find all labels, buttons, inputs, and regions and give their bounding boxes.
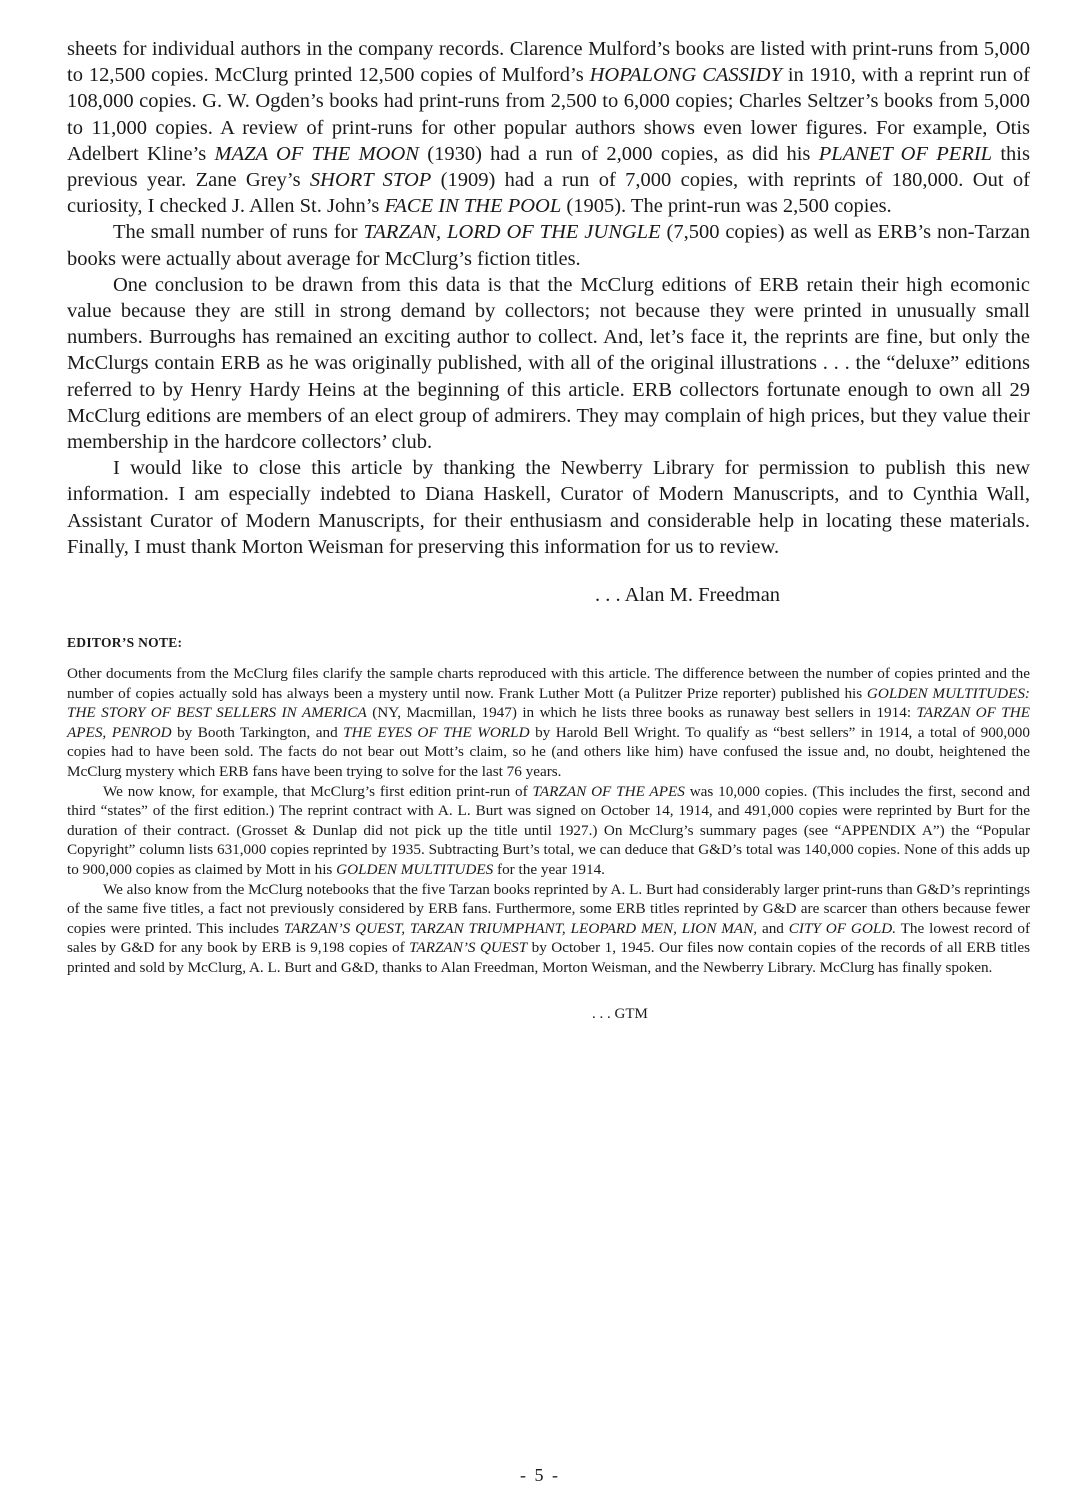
book-title: SHORT STOP xyxy=(309,169,432,192)
book-title: FACE IN THE POOL xyxy=(384,195,562,218)
author-signature: . . . Alan M. Freedman xyxy=(595,584,781,607)
editors-note-heading: EDITOR’S NOTE: xyxy=(67,635,183,651)
editors-note-paragraph: We also know from the McClurg notebooks that the five Tarzan books reprinted by A. L. Burt had considerably larger print-runs than G&D’s reprintings of the same five titles, a fact not previously considered by ERB fans. Furthermore, some ERB titles reprinted by G&D are scarcer than others because fewer copies were printed. This includes TARZAN’S QUEST, TARZAN TRIUMPHANT, LEOPARD MEN, LION MAN, and CITY OF GOLD. The lowest record of sales by G&D for any book by ERB is 9,198 copies of TARZAN’S QUEST by October 1, 1945. Our files now contain copies of the records of all ERB titles printed and sold by McClurg, A. L. Burt and G&D, thanks to Alan Freedman, Morton Weisman, and the Newberry Library. McClurg has finally spoken. xyxy=(67,880,1030,976)
article-body xyxy=(67,36,1030,560)
page-content xyxy=(67,36,1030,1024)
editors-note-paragraph: Other documents from the McClurg files clarify the sample charts reproduced with this article. The difference between the number of copies printed and the number of copies actually sold has always been a mystery until now. Frank Luther Mott (a Pulitzer Prize reporter) published his GOLDEN MULTITUDES: THE STORY OF BEST SELLERS IN AMERICA (NY, Macmillan, 1947) in which he lists three books as runaway best sellers in 1914: TARZAN OF THE APES, PENROD by Booth Tarkington, and THE EYES OF THE WORLD by Harold Bell Wright. To qualify as “best sellers” in 1914, a total of 900,000 copies had to have been sold. The facts do not bear out Mott’s claim, so he (and others like him) have confused the issue and, no doubt, heightened the McClurg mystery which ERB fans have been trying to solve for the last 76 years. xyxy=(67,665,1030,781)
book-title: HOPALONG CASSIDY xyxy=(589,64,782,87)
book-title: CITY OF GOLD. xyxy=(788,919,897,937)
article-paragraph: One conclusion to be drawn from this data is that the McClurg editions of ERB retain their high ecomonic value because they are still in strong demand by collectors; not because they were printed in unusually small numbers. Burroughs has remained an exciting author to collect. And, let’s face it, the reprints are fine, but only the McClurgs contain ERB as he was originally published, with all of the original illustrations . . . the “deluxe” editions referred to by Henry Hardy Heins at the beginning of this article. ERB collectors fortunate enough to own all 29 McClurg editions are members of an elect group of admirers. They may complain of high prices, but they value their membership in the hardcore collectors’ club. xyxy=(67,273,1030,454)
book-title: GOLDEN MULTITUDES: THE STORY OF BEST SELLERS IN AMERICA xyxy=(67,684,1030,722)
book-title: THE EYES OF THE WORLD xyxy=(343,723,530,741)
editors-note-paragraph: We now know, for example, that McClurg’s first edition print-run of TARZAN OF THE APES was 10,000 copies. (This includes the first, second and third “states” of the first edition.) The reprint contract with A. L. Burt was signed on October 14, 1914, and 491,000 copies were reprinted by Burt for the duration of their contract. (Grosset & Dunlap did not pick up the title until 1927.) On McClurg’s summary pages (see “APPENDIX A”) the “Popular Copyright” column lists 631,000 copies reprinted by 1935. Subtracting Burt’s total, we can deduce that G&D’s total was 140,000 copies. None of this adds up to 900,000 copies as claimed by Mott in his GOLDEN MULTITUDES for the year 1914. xyxy=(67,782,1030,878)
book-title: TARZAN’S QUEST xyxy=(409,939,528,957)
editors-note-body xyxy=(67,664,1030,978)
book-title: TARZAN OF THE APES xyxy=(532,782,685,800)
book-title: TARZAN, LORD OF THE JUNGLE xyxy=(363,221,661,244)
book-title: PLANET OF PERIL xyxy=(818,142,993,165)
page-number: - 5 - xyxy=(520,1465,560,1485)
editor-signature: . . . GTM xyxy=(592,1005,648,1022)
article-paragraph: I would like to close this article by thanking the Newberry Library for permission to publish this new information. I am especially indebted to Diana Haskell, Curator of Modern Manuscripts, and to Cynthia Wall, Assistant Curator of Modern Manuscripts, for their enthusiasm and considerable help in locating these materials. Finally, I must thank Morton Weisman for preserving this information for us to review. xyxy=(67,457,1030,558)
book-title: TARZAN OF THE APES, PENROD xyxy=(67,704,1030,741)
book-title: GOLDEN MULTITUDES xyxy=(336,861,494,878)
article-paragraph: sheets for individual authors in the company records. Clarence Mulford’s books are listed with print-runs from 5,000 to 12,500 copies. McClurg printed 12,500 copies of Mulford’s HOPALONG CASSIDY in 1910, with a reprint run of 108,000 copies. G. W. Ogden’s books had print-runs from 2,500 to 6,000 copies; Charles Seltzer’s books from 5,000 to 11,000 copies. A review of print-runs for other popular authors shows even lower figures. For example, Otis Adelbert Kline’s MAZA OF THE MOON (1930) had a run of 2,000 copies, as did his PLANET OF PERIL this previous year. Zane Grey’s SHORT STOP (1909) had a run of 7,000 copies, with reprints of 180,000. Out of curiosity, I checked J. Allen St. John’s FACE IN THE POOL (1905). The print-run was 2,500 copies. xyxy=(67,38,1031,218)
article-paragraph: The small number of runs for TARZAN, LORD OF THE JUNGLE (7,500 copies) as well as ERB’s non-Tarzan books were actually about average for McClurg’s fiction titles. xyxy=(67,221,1030,270)
book-title: TARZAN’S QUEST, TARZAN TRIUMPHANT, LEOPARD MEN, LION MAN, xyxy=(283,919,758,937)
book-title: MAZA OF THE MOON xyxy=(214,142,419,165)
